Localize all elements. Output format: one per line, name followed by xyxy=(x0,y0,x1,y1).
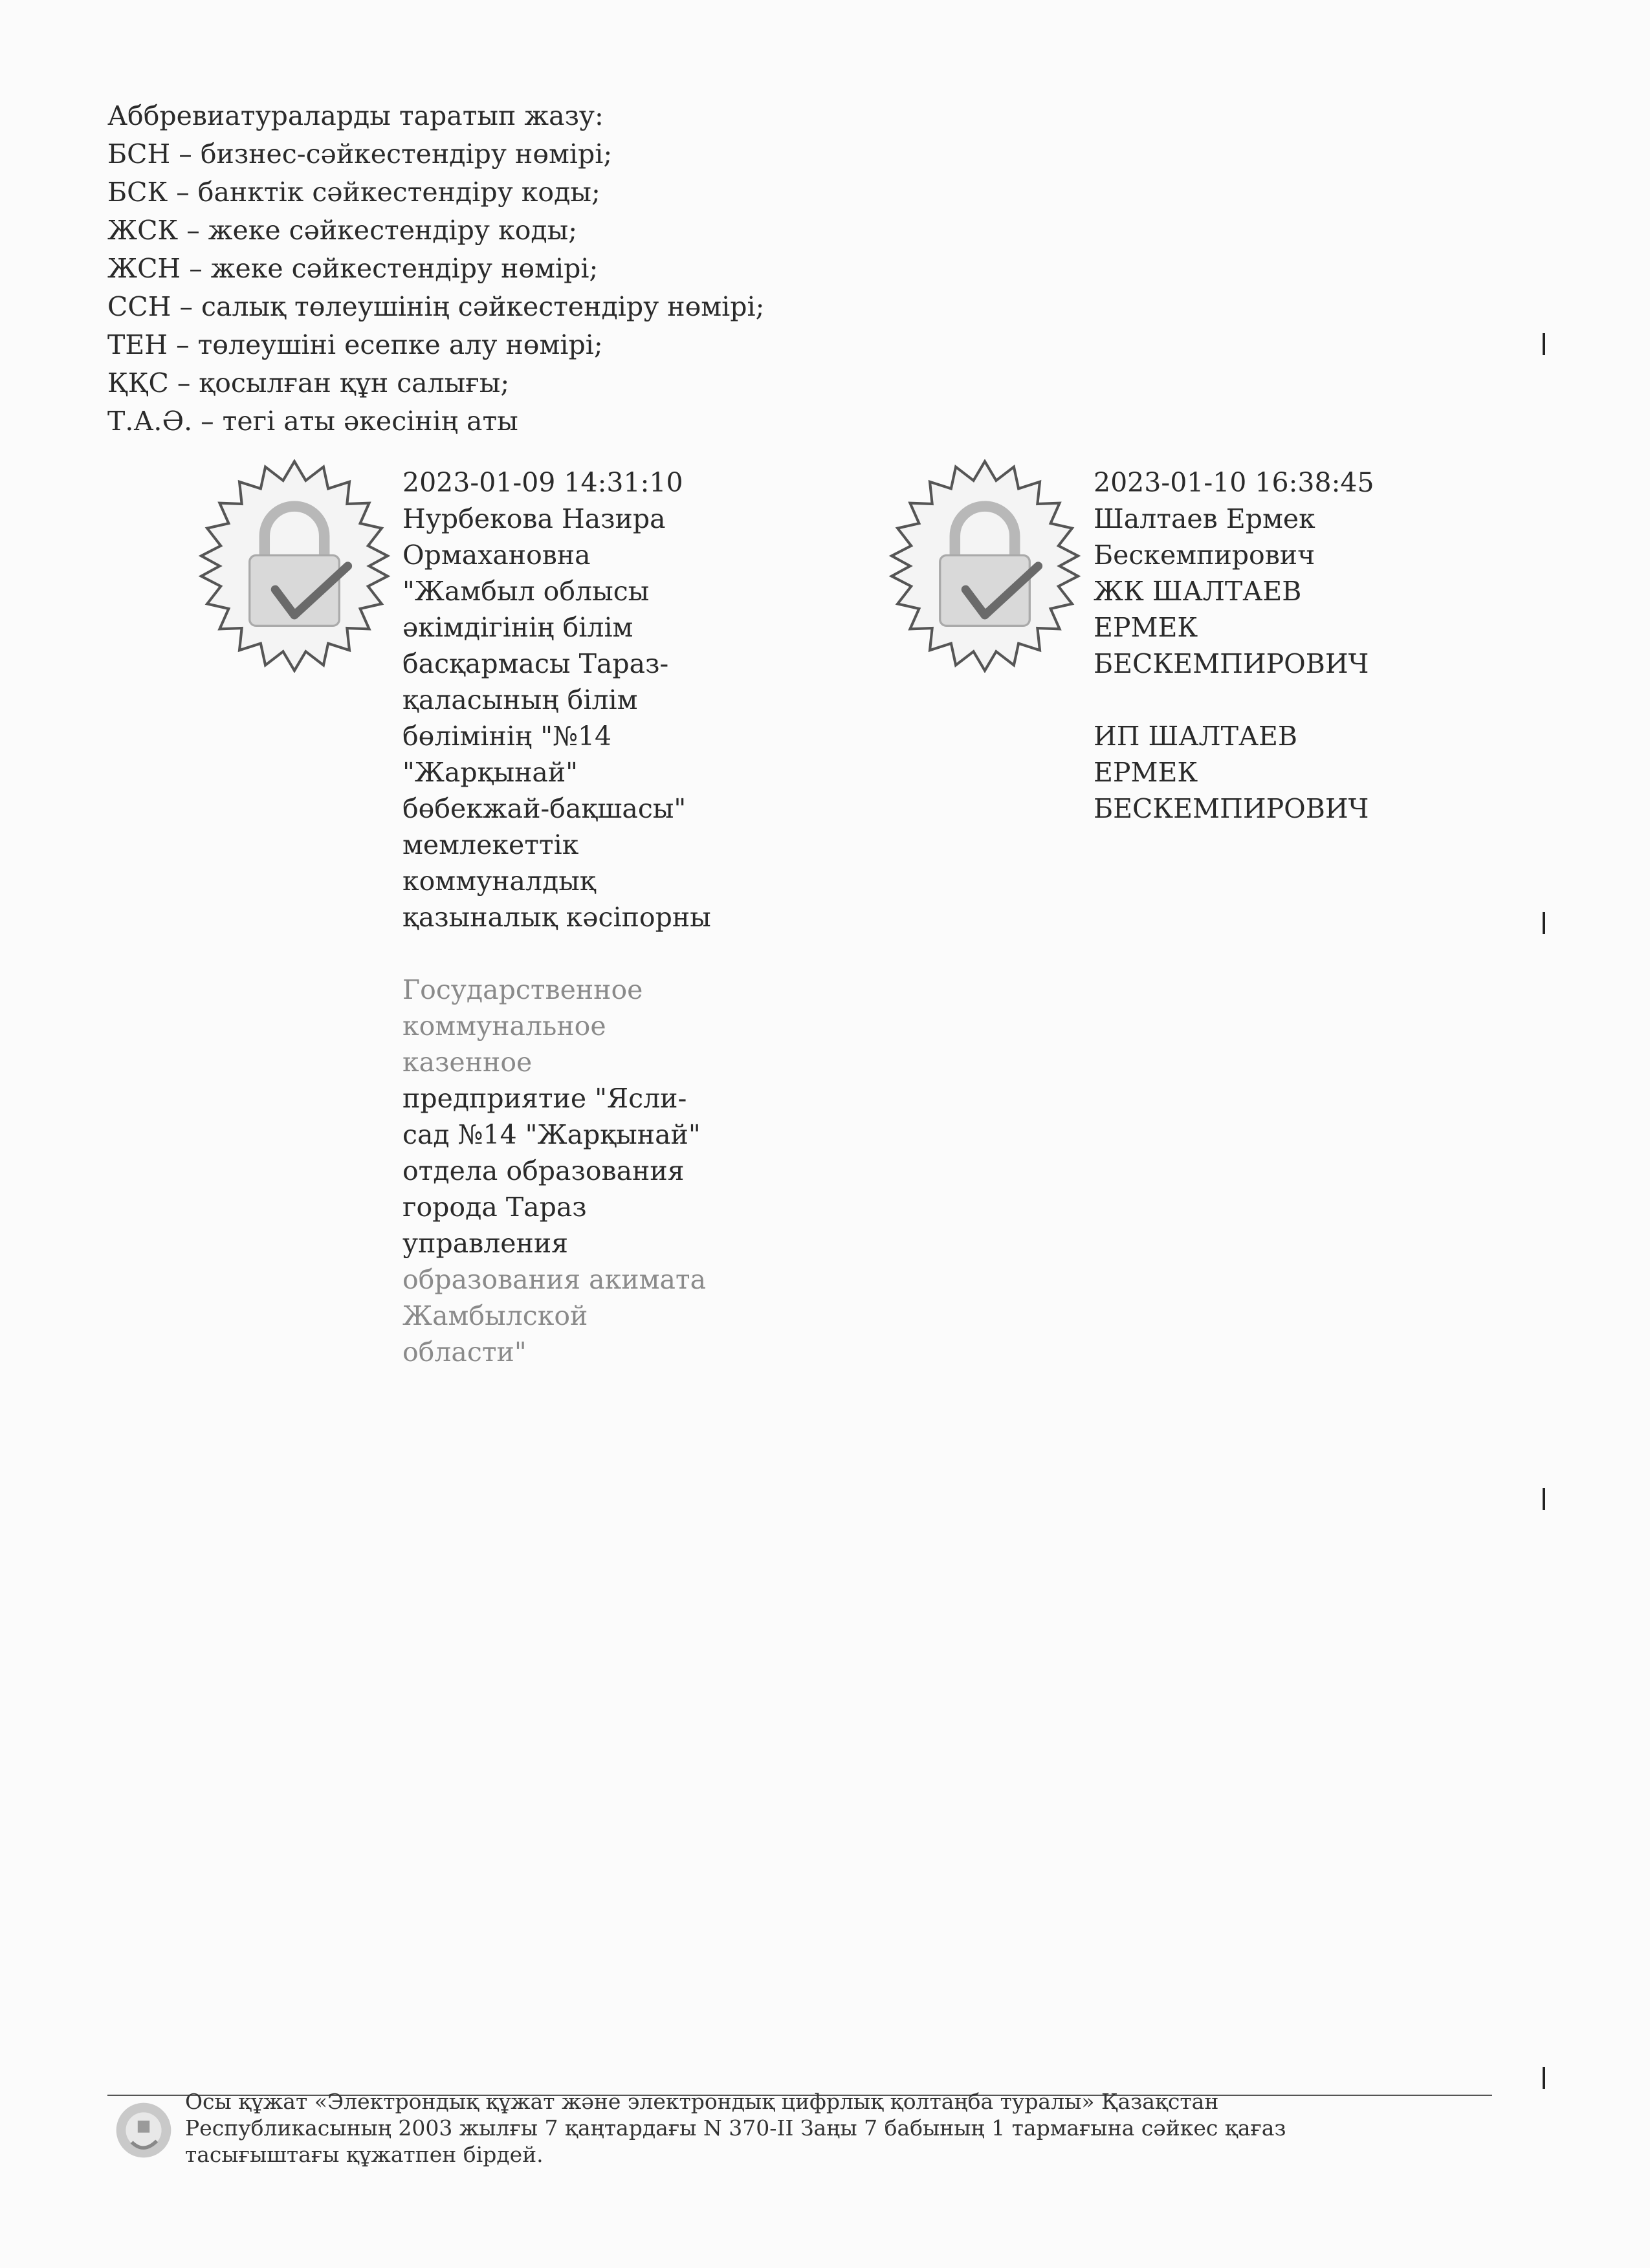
signature-block xyxy=(1094,464,1456,827)
organization-line-kz: "Жарқынай" xyxy=(402,757,578,788)
organization-line-kz: "Жамбыл облысы xyxy=(402,576,650,607)
organization-line-ru: сад №14 "Жарқынай" xyxy=(402,1119,701,1150)
abbreviation-item: ССН – салық төлеушінің сәйкестендіру нөмірі; xyxy=(107,291,765,322)
organization-line-ru: Жамбылской xyxy=(402,1300,588,1331)
signer-name: Нурбекова Назира xyxy=(402,503,666,534)
organization-line-kz: басқармасы Тараз- xyxy=(402,648,669,679)
signer-name: Ормахановна xyxy=(402,540,591,571)
organization-line-ru: коммунальное xyxy=(402,1010,606,1041)
organization-line-kz: бөлімінің "№14 xyxy=(402,721,612,752)
scan-mark xyxy=(1543,333,1545,355)
organization-line-ru: ЕРМЕК xyxy=(1094,757,1198,788)
abbreviation-item: ТЕН – төлеушіні есепке алу нөмірі; xyxy=(107,329,603,360)
legal-footnote xyxy=(185,2088,1414,2168)
organization-line-ru: БЕСКЕМПИРОВИЧ xyxy=(1094,793,1369,824)
organization-line-ru: Государственное xyxy=(402,974,643,1005)
lock-check-seal-icon xyxy=(878,459,1092,673)
abbreviation-item: ЖСК – жеке сәйкестендіру коды; xyxy=(107,215,578,246)
abbreviation-item: БСК – банктік сәйкестендіру коды; xyxy=(107,177,600,208)
signer-name: Бескемпирович xyxy=(1094,540,1315,571)
abbreviations-block xyxy=(107,97,764,441)
organization-line-kz: коммуналдық xyxy=(402,866,596,897)
scan-mark xyxy=(1543,1488,1545,1510)
qr-logo-icon xyxy=(114,2100,173,2160)
organization-line-ru: предприятие "Ясли- xyxy=(402,1083,687,1114)
organization-line-ru: города Тараз xyxy=(402,1192,587,1223)
abbreviation-item: ҚҚС – қосылған құн салығы; xyxy=(107,367,510,398)
lock-check-seal-icon xyxy=(188,459,401,673)
footnote-line: Осы құжат «Электрондық құжат және электрондық цифрлық қолтаңба туралы» Қазақстан xyxy=(185,2089,1219,2114)
organization-line-kz: қаласының білім xyxy=(402,684,638,715)
organization-line-kz: ЕРМЕК xyxy=(1094,612,1198,643)
organization-line-ru: образования акимата xyxy=(402,1264,707,1295)
organization-line-ru: ИП ШАЛТАЕВ xyxy=(1094,721,1298,752)
organization-line-ru: управления xyxy=(402,1228,569,1259)
organization-line-kz: мемлекеттік xyxy=(402,829,579,860)
signer-name: Шалтаев Ермек xyxy=(1094,503,1315,534)
organization-line-ru: области" xyxy=(402,1336,527,1368)
scan-mark xyxy=(1543,2067,1545,2089)
abbreviation-item: Т.А.Ә. – тегі аты әкесінің аты xyxy=(107,406,518,437)
signature-block xyxy=(402,464,739,1370)
organization-line-kz: ЖК ШАЛТАЕВ xyxy=(1094,576,1302,607)
abbreviations-heading: Аббревиатураларды таратып жазу: xyxy=(107,100,604,131)
organization-line-ru: казенное xyxy=(402,1047,533,1078)
organization-line-kz: БЕСКЕМПИРОВИЧ xyxy=(1094,648,1369,679)
abbreviation-item: ЖСН – жеке сәйкестендіру нөмірі; xyxy=(107,253,599,284)
organization-line-kz: бөбекжай-бақшасы" xyxy=(402,793,687,824)
footnote-line: Республикасының 2003 жылғы 7 қаңтардағы N 370-II Заңы 7 бабының 1 тармағына сәйкес қағаз xyxy=(185,2115,1286,2141)
scan-mark xyxy=(1543,912,1545,934)
abbreviation-item: БСН – бизнес-сәйкестендіру нөмірі; xyxy=(107,138,613,169)
footnote-line: тасығыштағы құжатпен бірдей. xyxy=(185,2142,544,2167)
organization-line-kz: қазыналық кәсіпорны xyxy=(402,902,711,933)
organization-line-ru: отдела образования xyxy=(402,1155,685,1186)
organization-line-kz: әкімдігінің білім xyxy=(402,612,633,643)
signature-timestamp: 2023-01-10 16:38:45 xyxy=(1094,467,1374,498)
signature-timestamp: 2023-01-09 14:31:10 xyxy=(402,467,683,498)
